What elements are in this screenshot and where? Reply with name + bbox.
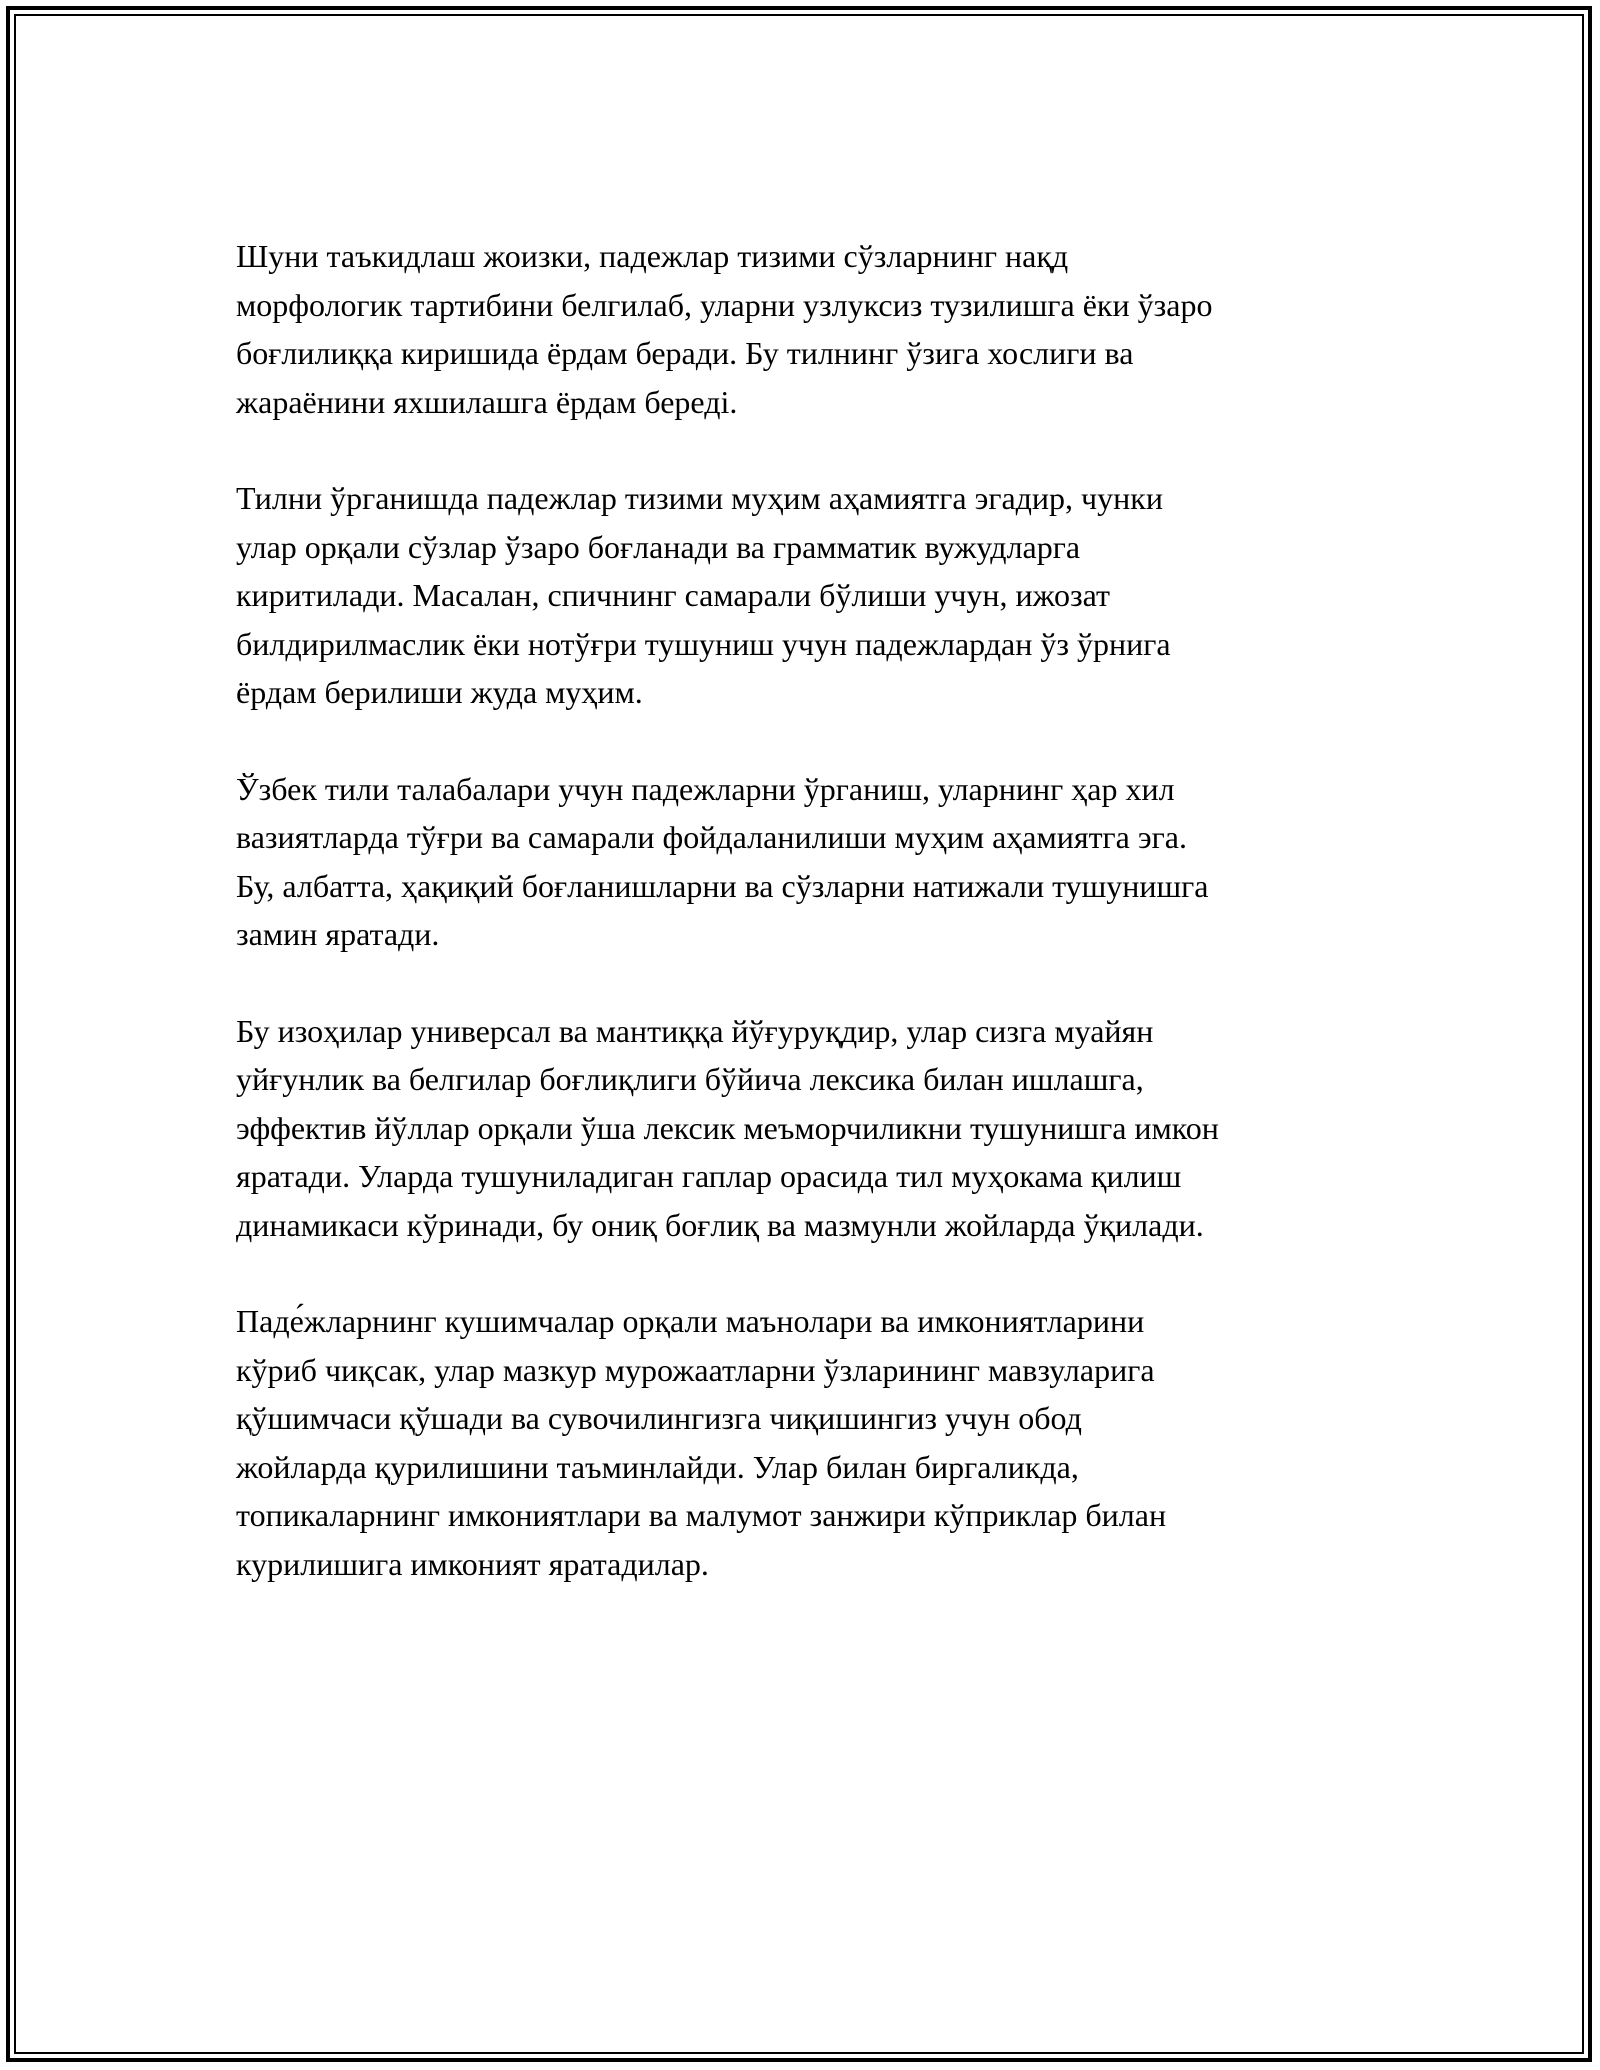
paragraph-line: динамикаси кўринади, бу ониқ боғлиқ ва мазмунли жойларда ўқилади.: [236, 1206, 1204, 1243]
document-body: [236, 232, 1376, 1636]
paragraph-line: Тилни ўрганишда падежлар тизими муҳим аҳамиятга эгадир, чунки: [236, 480, 1163, 516]
paragraph-line: Шуни таъкидлаш жоизки, падежлар тизими сўзларнинг нақд: [236, 238, 1069, 274]
paragraph-line: жойларда қурилишини таъминлайди. Улар билан биргаликда,: [236, 1448, 1079, 1485]
paragraph-line: қўшимчаси қўшади ва сувочилингизга чиқишингиз учун обод: [236, 1400, 1082, 1436]
paragraph-line: вазиятларда тўғри ва самарали фойдаланилиши муҳим аҳамиятга эга.: [236, 819, 1187, 855]
paragraph-line: ёрдам берилиши жуда муҳим.: [236, 674, 643, 710]
paragraph-4: [236, 1007, 1376, 1250]
paragraph-line: кўриб чиқсак, улар мазкур мурожаатларни ўзларининг мавзуларига: [236, 1351, 1155, 1388]
paragraph-5: [236, 1297, 1376, 1588]
paragraph-line: уйғунлик ва белгилар боғлиқлиги бўйича лексика билан ишлашга,: [236, 1061, 1144, 1097]
paragraph-line: топикаларнинг имкониятлари ва малумот занжири кўприклар билан: [236, 1497, 1167, 1533]
paragraph-line: Ўзбек тили талабалари учун падежларни ўрганиш, уларнинг ҳар хил: [236, 770, 1175, 807]
paragraph-line: Бу, албатта, ҳақиқий боғланишларни ва сўзларни натижали тушунишга: [236, 867, 1209, 904]
paragraph-2: [236, 474, 1376, 717]
paragraph-line: билдирилмаслик ёки нотўғри тушуниш учун падежлардан ўз ўрнига: [236, 625, 1171, 662]
paragraph-line: Бу изоҳилар универсал ва мантиққа йўғуруқдир, улар сизга муайян: [236, 1012, 1154, 1049]
paragraph-line: эффектив йўллар орқали ўша лексик меъморчиликни тушунишга имкон: [236, 1109, 1219, 1146]
paragraph-line: замин яратади.: [236, 916, 440, 952]
paragraph-1: [236, 232, 1376, 426]
paragraph-line: яратади. Уларда тушуниладиган гаплар орасида тил муҳокама қилиш: [236, 1158, 1182, 1194]
paragraph-line: Паде́жларнинг кушимчалар орқали маънолари ва имкониятларини: [236, 1303, 1145, 1339]
paragraph-line: курилишига имконият яратадилар.: [236, 1545, 709, 1582]
paragraph-line: жараёнини яхшилашга ёрдам береді.: [236, 383, 738, 420]
paragraph-line: боғлилиққа киришида ёрдам беради. Бу тилнинг ўзига хослиги ва: [236, 335, 1134, 371]
paragraph-line: улар орқали сўзлар ўзаро боғланади ва грамматик вужудларга: [236, 528, 1081, 565]
paragraph-line: морфологик тартибини белгилаб, уларни узлуксиз тузилишга ёки ўзаро: [236, 286, 1213, 323]
paragraph-3: [236, 765, 1376, 959]
paragraph-line: киритилади. Масалан, спичнинг самарали бўлиши учун, ижозат: [236, 577, 1110, 613]
